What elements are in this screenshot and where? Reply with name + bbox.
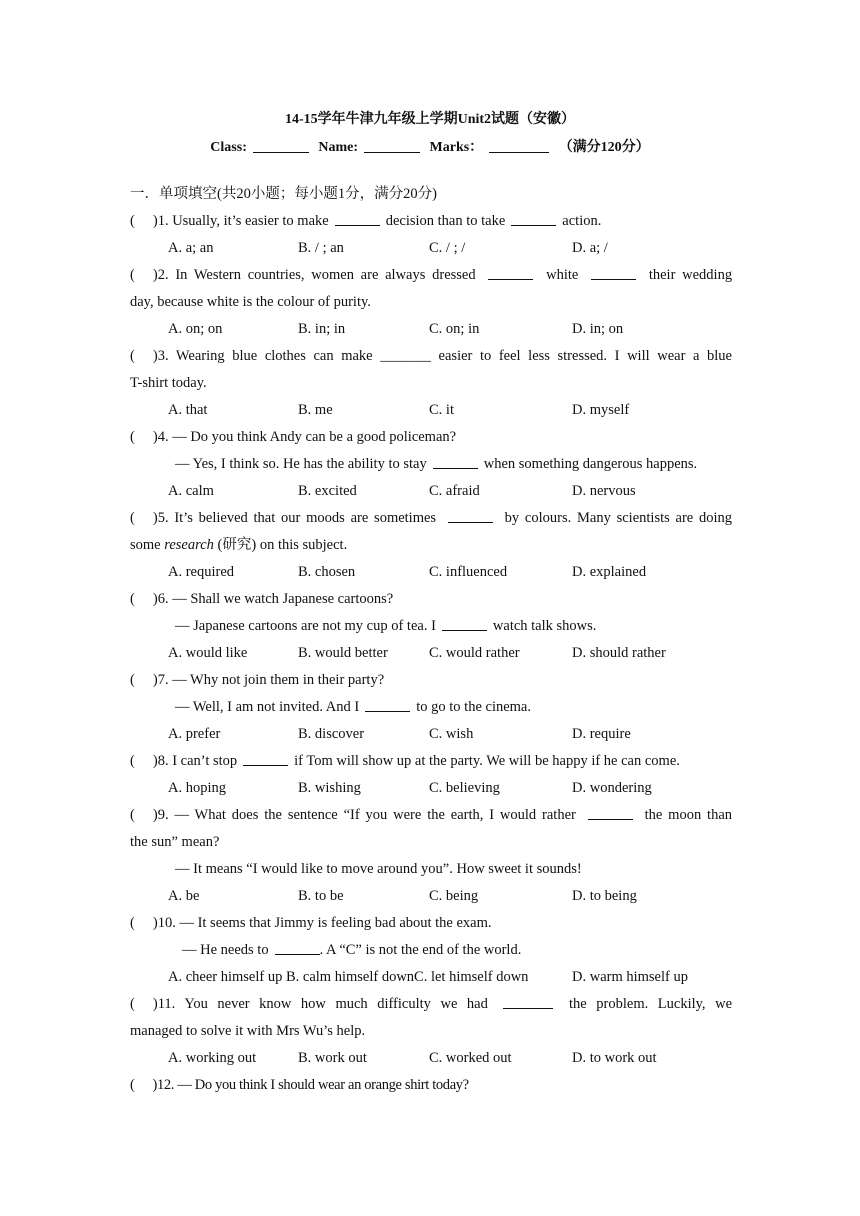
option-c[interactable]: C. worked out — [429, 1050, 512, 1066]
question-continuation: the sun” mean? — [130, 834, 220, 850]
answer-blank[interactable] — [442, 617, 487, 631]
option-a-b-c[interactable]: A. cheer himself up B. calm himself downC. let himself down — [168, 969, 529, 985]
option-d[interactable]: D. should rather — [572, 645, 666, 661]
option-c[interactable]: C. believing — [429, 780, 500, 796]
option-a[interactable]: A. prefer — [168, 726, 221, 742]
dialog-reply — [130, 613, 732, 640]
question-number: 10 — [157, 915, 173, 931]
question-number: 9 — [157, 807, 165, 823]
option-c[interactable]: C. influenced — [429, 564, 508, 580]
question-number: 7 — [157, 672, 165, 688]
full-score-label: （满分120分） — [558, 140, 650, 155]
answer-blank[interactable] — [433, 455, 478, 469]
marks-blank[interactable] — [489, 139, 549, 153]
answer-blank[interactable] — [275, 941, 320, 955]
options-row — [130, 721, 732, 748]
question-text: Usually, it’s easier to make — [172, 213, 329, 229]
question-text: some — [130, 537, 161, 553]
question-text: (研究) on this subject. — [217, 537, 348, 553]
option-b[interactable]: B. to be — [298, 888, 344, 904]
option-d[interactable]: D. wondering — [572, 780, 652, 796]
class-label: Class: — [210, 140, 247, 155]
option-d[interactable]: D. a; / — [572, 240, 608, 256]
question-11: ( )11. You never know how much difficulty we had the problem. Luckily, we — [130, 996, 733, 1012]
question-5: ( )5. It’s believed that our moods are sometimes by colours. Many scientists are doing — [130, 510, 733, 526]
option-b[interactable]: B. excited — [298, 483, 357, 499]
question-text: I can’t stop — [172, 753, 238, 769]
options-row — [130, 559, 732, 586]
option-b[interactable]: B. in; in — [298, 321, 346, 337]
dialog-reply — [130, 937, 732, 964]
question-text: . A “C” is not the end of the world. — [319, 942, 522, 958]
option-a[interactable]: A. hoping — [168, 780, 226, 796]
question-text: decision than to take — [385, 213, 506, 229]
question-7: ( )7. — Why not join them in their party? — [130, 672, 385, 688]
dialog-reply — [130, 451, 732, 478]
question-2: ( )2. In Western countries, women are always dressed white their wedding — [130, 267, 733, 283]
option-c[interactable]: C. would rather — [429, 645, 520, 661]
question-number: 4 — [157, 429, 165, 445]
question-text: — What does the sentence “If you were the earth, I would rather — [174, 807, 576, 823]
answer-blank[interactable] — [335, 212, 380, 226]
option-c[interactable]: C. wish — [429, 726, 474, 742]
question-text: — Do you think Andy can be a good policeman? — [172, 429, 457, 445]
options-row — [130, 883, 732, 910]
answer-blank[interactable] — [365, 698, 410, 712]
question-text: — Shall we watch Japanese cartoons? — [172, 591, 394, 607]
option-d[interactable]: D. to work out — [572, 1050, 657, 1066]
option-d[interactable]: D. require — [572, 726, 631, 742]
option-b[interactable]: B. discover — [298, 726, 365, 742]
question-text: when something dangerous happens. — [483, 456, 698, 472]
question-continuation: T-shirt today. — [130, 375, 207, 391]
question-4: ( )4. — Do you think Andy can be a good policeman? — [130, 429, 457, 445]
dialog-reply: — It means “I would like to move around you”. How sweet it sounds! — [175, 861, 582, 877]
option-d[interactable]: D. myself — [572, 402, 630, 418]
student-info-line — [0, 136, 860, 156]
question-continuation: day, because white is the colour of purity. — [130, 294, 371, 310]
option-b[interactable]: B. / ; an — [298, 240, 344, 256]
question-text: the problem. Luckily, we — [569, 996, 733, 1012]
question-text: — Yes, I think so. He has the ability to stay — [175, 456, 427, 472]
question-number: 3 — [157, 348, 165, 364]
question-number: 6 — [157, 591, 165, 607]
option-a[interactable]: A. calm — [168, 483, 214, 499]
question-text: It’s believed that our moods are sometimes — [174, 510, 437, 526]
question-6: ( )6. — Shall we watch Japanese cartoons? — [130, 591, 394, 607]
option-b[interactable]: B. would better — [298, 645, 388, 661]
question-number: 11 — [157, 996, 172, 1012]
options-row — [130, 235, 732, 262]
question-list — [130, 181, 732, 1099]
italic-term: research — [164, 537, 214, 553]
question-text: In Western countries, women are always dressed — [175, 267, 476, 283]
page-title: 14-15学年牛津九年级上学期Unit2试题（安徽） — [284, 112, 576, 127]
marks-label: Marks： — [429, 140, 484, 155]
question-text: to go to the cinema. — [416, 699, 531, 715]
question-8: ( )8. I can’t stop if Tom will show up at the party. We will be happy if he can come. — [130, 753, 680, 769]
options-row — [130, 478, 732, 505]
answer-blank[interactable] — [511, 212, 556, 226]
name-blank[interactable] — [364, 139, 420, 153]
answer-blank[interactable] — [488, 266, 533, 280]
option-d[interactable]: D. to being — [572, 888, 637, 904]
option-b[interactable]: B. me — [298, 402, 333, 418]
option-c[interactable]: C. being — [429, 888, 479, 904]
question-text: — Japanese cartoons are not my cup of tea. I — [175, 618, 436, 634]
class-blank[interactable] — [253, 139, 309, 153]
question-text: white — [546, 267, 579, 283]
option-a[interactable]: A. that — [168, 402, 208, 418]
question-text: You never know how much difficulty we had — [184, 996, 488, 1012]
option-a[interactable]: A. working out — [168, 1050, 257, 1066]
answer-blank[interactable] — [243, 752, 288, 766]
option-d[interactable]: D. warm himself up — [572, 969, 688, 985]
question-text: by colours. Many scientists are doing — [504, 510, 733, 526]
dialog-reply — [130, 694, 732, 721]
question-text: — Well, I am not invited. And I — [175, 699, 360, 715]
answer-blank[interactable] — [503, 995, 553, 1009]
question-number: 8 — [157, 753, 165, 769]
options-row — [130, 316, 732, 343]
question-text: watch talk shows. — [492, 618, 597, 634]
name-label: Name: — [318, 140, 359, 155]
option-a[interactable]: A. be — [168, 888, 200, 904]
option-c[interactable]: C. it — [429, 402, 454, 418]
question-text: the moon than — [644, 807, 733, 823]
option-d[interactable]: D. in; on — [572, 321, 624, 337]
option-c[interactable]: C. afraid — [429, 483, 480, 499]
option-a[interactable]: A. required — [168, 564, 235, 580]
option-b[interactable]: B. wishing — [298, 780, 361, 796]
question-continuation — [130, 532, 732, 559]
answer-blank[interactable] — [591, 266, 636, 280]
option-a[interactable]: A. a; an — [168, 240, 214, 256]
question-number: 12 — [156, 1077, 171, 1093]
answer-blank[interactable] — [588, 806, 633, 820]
question-text: their wedding — [648, 267, 733, 283]
question-text: — It seems that Jimmy is feeling bad about the exam. — [179, 915, 492, 931]
question-1: ( )1. Usually, it’s easier to make decision than to take action. — [130, 213, 602, 229]
answer-blank[interactable] — [448, 509, 493, 523]
option-a[interactable]: A. would like — [168, 645, 248, 661]
question-text: — He needs to — [182, 942, 269, 958]
question-text: Wearing blue clothes can make _______ easier to feel less stressed. I will wear a blue — [175, 348, 732, 364]
section-title: 一．单项填空(共20小题；每小题1分，满分20分) — [130, 186, 437, 202]
option-c[interactable]: C. on; in — [429, 321, 480, 337]
options-row — [130, 640, 732, 667]
options-row — [130, 397, 732, 424]
question-10: ( )10. — It seems that Jimmy is feeling bad about the exam. — [130, 915, 492, 931]
question-3: ( )3. Wearing blue clothes can make _______ easier to feel less stressed. I will wear a blue — [130, 348, 732, 364]
question-continuation: managed to solve it with Mrs Wu’s help. — [130, 1023, 366, 1039]
option-a[interactable]: A. on; on — [168, 321, 223, 337]
options-row — [130, 964, 732, 991]
option-d[interactable]: D. explained — [572, 564, 647, 580]
question-text: action. — [562, 213, 602, 229]
question-number: 5 — [157, 510, 165, 526]
question-text: — Do you think I should wear an orange shirt today? — [177, 1077, 469, 1093]
question-text: — Why not join them in their party? — [172, 672, 385, 688]
option-b[interactable]: B. chosen — [298, 564, 356, 580]
option-c[interactable]: C. / ; / — [429, 240, 466, 256]
question-number: 1 — [157, 213, 165, 229]
option-d[interactable]: D. nervous — [572, 483, 636, 499]
question-text: if Tom will show up at the party. We will be happy if he can come. — [294, 753, 680, 769]
question-number: 2 — [157, 267, 165, 283]
options-row — [130, 775, 732, 802]
question-12: ( )12. — Do you think I should wear an orange shirt today? — [130, 1077, 469, 1093]
question-9: ( )9. — What does the sentence “If you were the earth, I would rather the moon than — [130, 807, 733, 823]
option-b[interactable]: B. work out — [298, 1050, 367, 1066]
options-row — [130, 1045, 732, 1072]
